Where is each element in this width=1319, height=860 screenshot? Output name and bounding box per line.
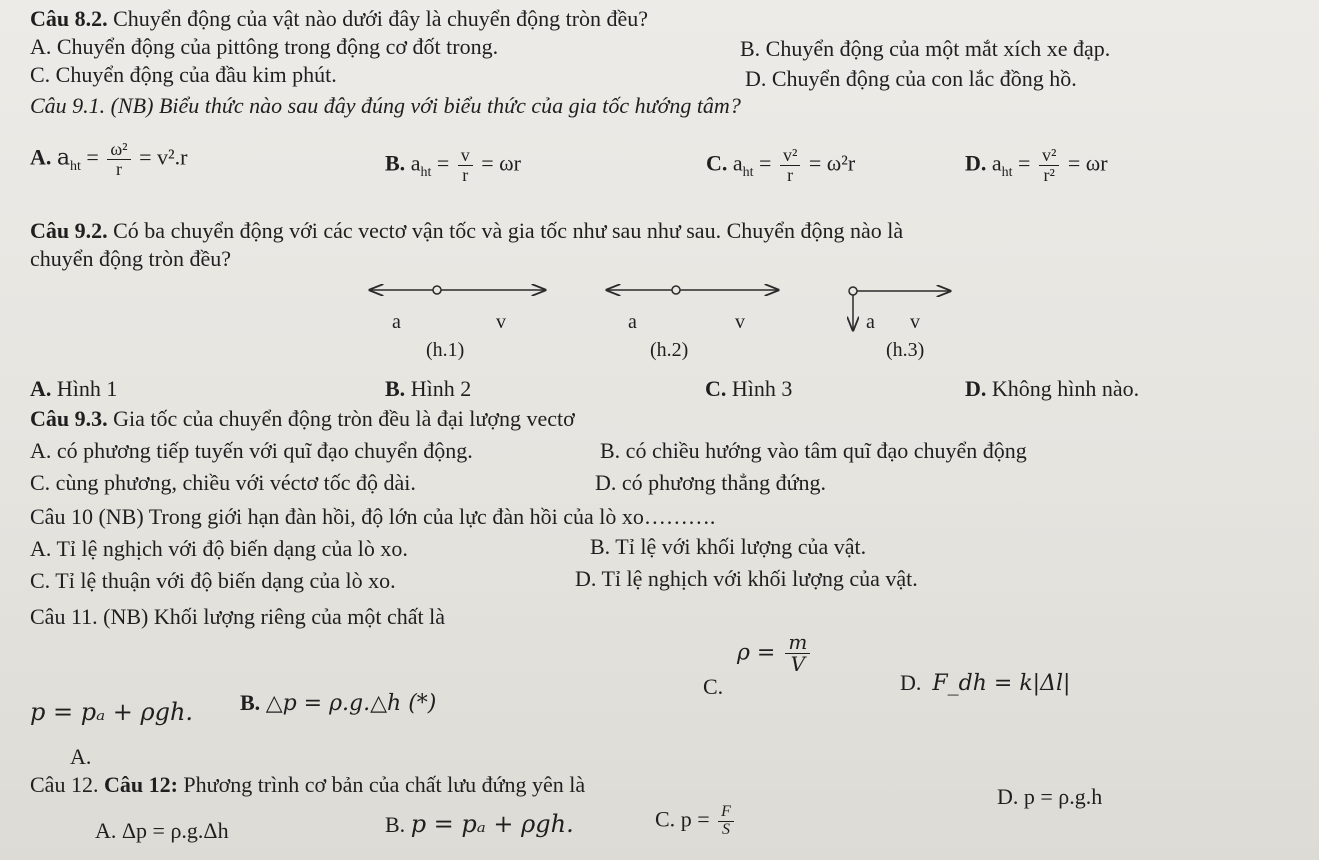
question-10-option-d: D. Tỉ lệ nghịch với khối lượng của vật.: [575, 566, 918, 591]
question-11-title: Câu 11. (NB) Khối lượng riêng của một chất là: [30, 604, 445, 629]
question-9-1-option-d: D. $a_{ht}$ = $\frac{\text{v²}}{\text{r²}}$ = ωr: [965, 145, 1108, 185]
point-h3: [849, 287, 857, 295]
question-8-2-title: Câu 8.2. Chuyển động của vật nào dưới đây là chuyển động tròn đều?: [30, 6, 649, 31]
point-h2: [672, 286, 680, 294]
question-8-2-option-c: C. Chuyển động của đầu kim phút.: [30, 62, 337, 87]
question-9-1-option-c: C. $a_{ht}$ = $\frac{\text{v²}}{r}$ = ω²r: [706, 145, 856, 185]
question-9-2-title: Câu 9.2. Có ba chuyển động với các vectơ vận tốc và gia tốc như sau như sau. Chuyển động nào là: [30, 218, 904, 243]
question-9-2-option-a: A. Hình 1: [30, 376, 118, 401]
question-10-option-a: A. Tỉ lệ nghịch với độ biến dạng của lò xo.: [30, 536, 408, 561]
question-12-option-a: A. Δp = ρ.g.Δh: [95, 818, 229, 843]
question-11-option-a-label: A.: [70, 744, 92, 769]
question-9-1-option-b: B. $a_{ht}$ = $\frac{v}{r}$ = ωr: [385, 145, 521, 185]
label-a-h3: a: [866, 311, 875, 333]
figure-h1: [370, 286, 545, 294]
question-11-option-b: B. △p = ρ.g.△h (*): [240, 690, 437, 716]
label-a-h2: a: [628, 311, 637, 333]
question-9-2-option-d: D. Không hình nào.: [965, 376, 1140, 401]
point-h1: [433, 286, 441, 294]
question-9-3-title: Câu 9.3. Gia tốc của chuyển động tròn đều là đại lượng vectơ: [30, 406, 575, 431]
caption-h1: (h.1): [426, 339, 465, 361]
label-v-h1: v: [496, 311, 506, 333]
question-9-1-title: Câu 9.1. (NB) Biểu thức nào sau đây đúng với biểu thức của gia tốc hướng tâm?: [30, 93, 741, 118]
option-a-label: A.: [30, 144, 52, 170]
label-v-h2: v: [735, 311, 745, 333]
figure-h2: [607, 286, 778, 294]
question-9-3-option-c: C. cùng phương, chiều với véctơ tốc độ dài.: [30, 470, 416, 495]
question-9-2-option-b: B. Hình 2: [385, 376, 472, 401]
question-11-option-c-formula: ρ = $\frac{m}{V}$: [737, 632, 813, 675]
question-8-2-option-d: D. Chuyển động của con lắc đồng hồ.: [745, 66, 1077, 91]
figure-h3: [849, 287, 950, 333]
question-10-option-b: B. Tỉ lệ với khối lượng của vật.: [590, 534, 867, 559]
question-9-1-option-a: A. $a_{ht}$ = $\frac{\text{ω²}}{r}$ = v².r: [30, 139, 188, 179]
question-9-2-title-line2: chuyển động tròn đều?: [30, 246, 231, 271]
question-11-option-a-formula: p = pₐ + ρgh.: [30, 698, 194, 726]
question-10-title: Câu 10 (NB) Trong giới hạn đàn hồi, độ lớn của lực đàn hồi của lò xo……….: [30, 504, 716, 529]
label-a-h1: a: [392, 311, 401, 333]
question-8-2-option-a: A. Chuyển động của pittông trong động cơ đốt trong.: [30, 34, 499, 59]
question-9-3-option-a: A. có phương tiếp tuyến với quĩ đạo chuyển động.: [30, 438, 473, 463]
label-v-h3: v: [910, 311, 920, 333]
question-11-option-d: D. F_dh = k|Δl|: [900, 670, 1071, 696]
question-12-option-c: C. p = $\frac{F}{S}$: [655, 804, 737, 839]
question-9-2-option-c: C. Hình 3: [705, 376, 793, 401]
caption-h2: (h.2): [650, 339, 689, 361]
question-12-option-b: B. p = pₐ + ρgh.: [385, 810, 574, 838]
question-12-option-d: D. p = ρ.g.h: [997, 784, 1103, 809]
question-11-option-c-label: C.: [703, 674, 724, 699]
question-9-3-option-b: B. có chiều hướng vào tâm quĩ đạo chuyển động: [600, 438, 1027, 463]
question-8-2-option-b: B. Chuyển động của một mắt xích xe đạp.: [740, 36, 1111, 61]
question-10-option-c: C. Tỉ lệ thuận với độ biến dạng của lò xo.: [30, 568, 396, 593]
question-9-3-option-d: D. có phương thẳng đứng.: [595, 470, 827, 495]
question-12-title: Câu 12. Câu 12: Phương trình cơ bản của chất lưu đứng yên là: [30, 772, 586, 797]
caption-h3: (h.3): [886, 339, 925, 361]
